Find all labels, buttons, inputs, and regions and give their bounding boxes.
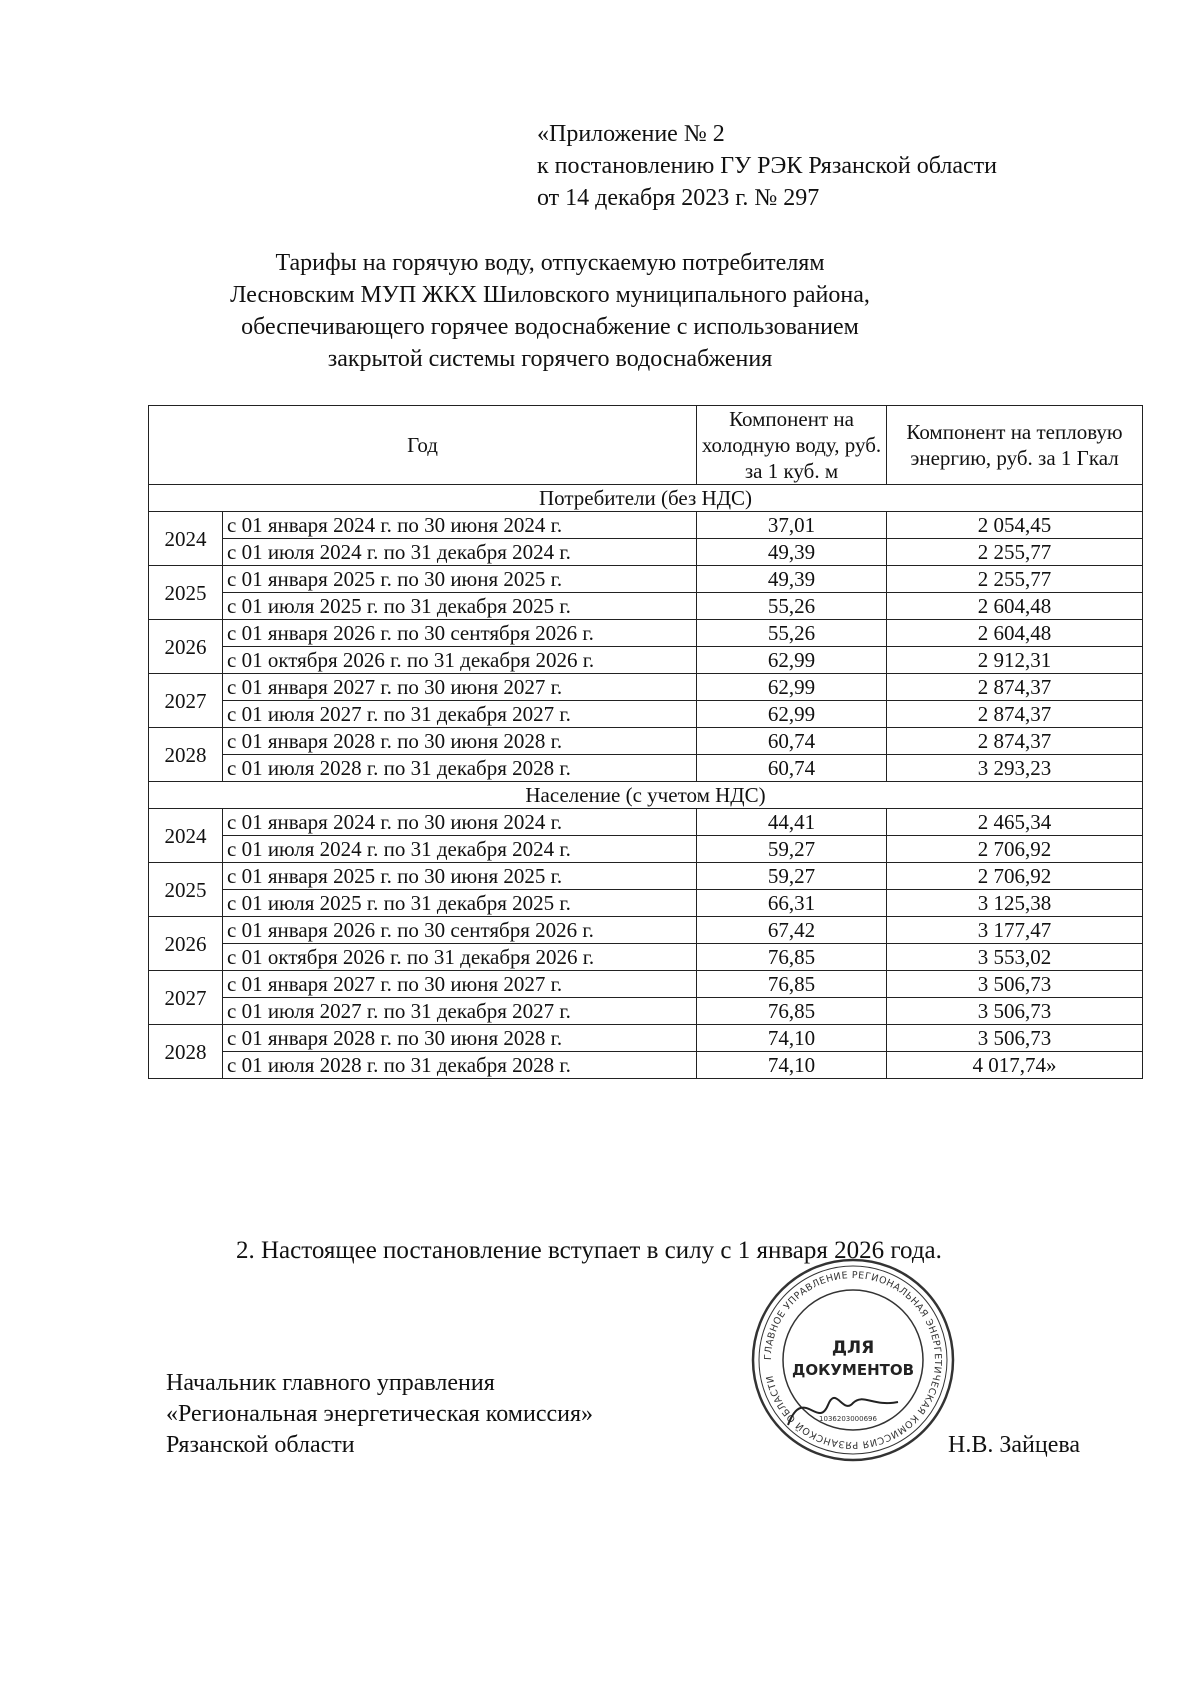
section-row xyxy=(149,782,1143,809)
year-cell: 2024 xyxy=(149,512,223,566)
document-title xyxy=(170,247,930,375)
table-row xyxy=(149,809,1143,836)
heat-energy-cell: 3 177,47 xyxy=(887,917,1143,944)
table-row xyxy=(149,701,1143,728)
cold-water-cell: 76,85 xyxy=(697,944,887,971)
header-cold-water: Компонент на холодную воду, руб. за 1 куб. м xyxy=(697,406,887,485)
year-cell: 2024 xyxy=(149,809,223,863)
heat-energy-cell: 3 506,73 xyxy=(887,971,1143,998)
period-cell: с 01 января 2027 г. по 30 июня 2027 г. xyxy=(223,674,697,701)
period-cell: с 01 января 2026 г. по 30 сентября 2026 г. xyxy=(223,917,697,944)
section-title: Потребители (без НДС) xyxy=(149,485,1143,512)
table-row xyxy=(149,836,1143,863)
stamp-outer-ring-thin xyxy=(759,1266,947,1454)
table-row xyxy=(149,593,1143,620)
signature-block xyxy=(166,1368,593,1461)
year-cell: 2028 xyxy=(149,728,223,782)
heat-energy-cell: 3 553,02 xyxy=(887,944,1143,971)
stamp-inner-ring xyxy=(783,1290,923,1430)
cold-water-cell: 59,27 xyxy=(697,836,887,863)
stamp-text-line-1: ДЛЯ xyxy=(831,1338,875,1358)
section-row xyxy=(149,485,1143,512)
effective-date-note: 2. Настоящее постановление вступает в силу с 1 января 2026 года. xyxy=(236,1237,942,1264)
period-cell: с 01 июля 2024 г. по 31 декабря 2024 г. xyxy=(223,539,697,566)
period-cell: с 01 января 2028 г. по 30 июня 2028 г. xyxy=(223,1025,697,1052)
stamp-text-line-2: ДОКУМЕНТОВ xyxy=(791,1361,915,1379)
official-stamp xyxy=(748,1255,958,1465)
title-line-3: обеспечивающего горячее водоснабжение с использованием xyxy=(241,314,859,340)
heat-energy-cell: 3 506,73 xyxy=(887,998,1143,1025)
table-row xyxy=(149,755,1143,782)
cold-water-cell: 37,01 xyxy=(697,512,887,539)
table-row xyxy=(149,1025,1143,1052)
appendix-line-1: «Приложение № 2 xyxy=(537,121,725,147)
cold-water-cell: 67,42 xyxy=(697,917,887,944)
table-row xyxy=(149,512,1143,539)
table-row xyxy=(149,890,1143,917)
table-row xyxy=(149,971,1143,998)
stamp-svg xyxy=(748,1255,958,1465)
cold-water-cell: 49,39 xyxy=(697,566,887,593)
signature-line-3: Рязанской области xyxy=(166,1432,355,1458)
year-cell: 2025 xyxy=(149,863,223,917)
period-cell: с 01 июля 2027 г. по 31 декабря 2027 г. xyxy=(223,998,697,1025)
cold-water-cell: 62,99 xyxy=(697,674,887,701)
period-cell: с 01 января 2028 г. по 30 июня 2028 г. xyxy=(223,728,697,755)
table-row xyxy=(149,566,1143,593)
heat-energy-cell: 2 706,92 xyxy=(887,863,1143,890)
heat-energy-cell: 2 874,37 xyxy=(887,701,1143,728)
table-row xyxy=(149,917,1143,944)
cold-water-cell: 62,99 xyxy=(697,647,887,674)
period-cell: с 01 июля 2028 г. по 31 декабря 2028 г. xyxy=(223,755,697,782)
period-cell: с 01 января 2024 г. по 30 июня 2024 г. xyxy=(223,512,697,539)
period-cell: с 01 октября 2026 г. по 31 декабря 2026 г. xyxy=(223,647,697,674)
stamp-ring-text xyxy=(763,1270,943,1450)
heat-energy-cell: 3 506,73 xyxy=(887,1025,1143,1052)
cold-water-cell: 55,26 xyxy=(697,620,887,647)
year-cell: 2026 xyxy=(149,917,223,971)
table-row xyxy=(149,539,1143,566)
table-row xyxy=(149,1052,1143,1079)
period-cell: с 01 октября 2026 г. по 31 декабря 2026 г. xyxy=(223,944,697,971)
year-cell: 2027 xyxy=(149,674,223,728)
heat-energy-cell: 2 255,77 xyxy=(887,566,1143,593)
heat-energy-cell: 2 465,34 xyxy=(887,809,1143,836)
year-cell: 2026 xyxy=(149,620,223,674)
cold-water-cell: 44,41 xyxy=(697,809,887,836)
signer-name: Н.В. Зайцева xyxy=(948,1432,1081,1458)
header-heat-energy: Компонент на тепловую энергию, руб. за 1 Гкал xyxy=(887,406,1143,485)
appendix-line-2: к постановлению ГУ РЭК Рязанской области xyxy=(537,153,997,179)
period-cell: с 01 января 2025 г. по 30 июня 2025 г. xyxy=(223,863,697,890)
heat-energy-cell: 4 017,74» xyxy=(887,1052,1143,1079)
table-row xyxy=(149,728,1143,755)
signature-line-2: «Региональная энергетическая комиссия» xyxy=(166,1401,594,1427)
cold-water-cell: 60,74 xyxy=(697,755,887,782)
cold-water-cell: 74,10 xyxy=(697,1025,887,1052)
tariff-table xyxy=(148,405,1143,1079)
section-title: Население (с учетом НДС) xyxy=(149,782,1143,809)
period-cell: с 01 января 2024 г. по 30 июня 2024 г. xyxy=(223,809,697,836)
stamp-ring-text-path: ГЛАВНОЕ УПРАВЛЕНИЕ РЕГИОНАЛЬНАЯ ЭНЕРГЕТИЧЕСКАЯ КОМИССИЯ РЯЗАНСКОЙ ОБЛАСТИ xyxy=(762,1269,944,1451)
title-line-1: Тарифы на горячую воду, отпускаемую потребителям xyxy=(275,250,825,276)
heat-energy-cell: 2 706,92 xyxy=(887,836,1143,863)
cold-water-cell: 76,85 xyxy=(697,971,887,998)
period-cell: с 01 июля 2024 г. по 31 декабря 2024 г. xyxy=(223,836,697,863)
cold-water-cell: 62,99 xyxy=(697,701,887,728)
heat-energy-cell: 2 604,48 xyxy=(887,593,1143,620)
period-cell: с 01 июля 2027 г. по 31 декабря 2027 г. xyxy=(223,701,697,728)
cold-water-cell: 76,85 xyxy=(697,998,887,1025)
heat-energy-cell: 2 874,37 xyxy=(887,728,1143,755)
cold-water-cell: 74,10 xyxy=(697,1052,887,1079)
heat-energy-cell: 3 125,38 xyxy=(887,890,1143,917)
appendix-block xyxy=(537,118,997,214)
table-row xyxy=(149,620,1143,647)
period-cell: с 01 июля 2025 г. по 31 декабря 2025 г. xyxy=(223,890,697,917)
period-cell: с 01 января 2025 г. по 30 июня 2025 г. xyxy=(223,566,697,593)
title-line-4: закрытой системы горячего водоснабжения xyxy=(327,346,773,372)
heat-energy-cell: 2 874,37 xyxy=(887,674,1143,701)
cold-water-cell: 60,74 xyxy=(697,728,887,755)
header-year: Год xyxy=(149,406,697,485)
table-row xyxy=(149,998,1143,1025)
heat-energy-cell: 2 255,77 xyxy=(887,539,1143,566)
title-line-2: Лесновским МУП ЖКХ Шиловского муниципального района, xyxy=(230,282,870,308)
table-row xyxy=(149,863,1143,890)
period-cell: с 01 января 2026 г. по 30 сентября 2026 г. xyxy=(223,620,697,647)
appendix-line-3: от 14 декабря 2023 г. № 297 xyxy=(537,185,820,211)
heat-energy-cell: 3 293,23 xyxy=(887,755,1143,782)
heat-energy-cell: 2 912,31 xyxy=(887,647,1143,674)
tariff-table-body xyxy=(149,485,1143,1079)
year-cell: 2028 xyxy=(149,1025,223,1079)
heat-energy-cell: 2 604,48 xyxy=(887,620,1143,647)
period-cell: с 01 июля 2025 г. по 31 декабря 2025 г. xyxy=(223,593,697,620)
table-row xyxy=(149,647,1143,674)
cold-water-cell: 59,27 xyxy=(697,863,887,890)
table-row xyxy=(149,674,1143,701)
cold-water-cell: 49,39 xyxy=(697,539,887,566)
table-row xyxy=(149,944,1143,971)
period-cell: с 01 июля 2028 г. по 31 декабря 2028 г. xyxy=(223,1052,697,1079)
year-cell: 2027 xyxy=(149,971,223,1025)
cold-water-cell: 55,26 xyxy=(697,593,887,620)
period-cell: с 01 января 2027 г. по 30 июня 2027 г. xyxy=(223,971,697,998)
stamp-number: 1036203000696 xyxy=(819,1415,877,1423)
year-cell: 2025 xyxy=(149,566,223,620)
cold-water-cell: 66,31 xyxy=(697,890,887,917)
signature-line-1: Начальник главного управления xyxy=(166,1370,495,1396)
heat-energy-cell: 2 054,45 xyxy=(887,512,1143,539)
